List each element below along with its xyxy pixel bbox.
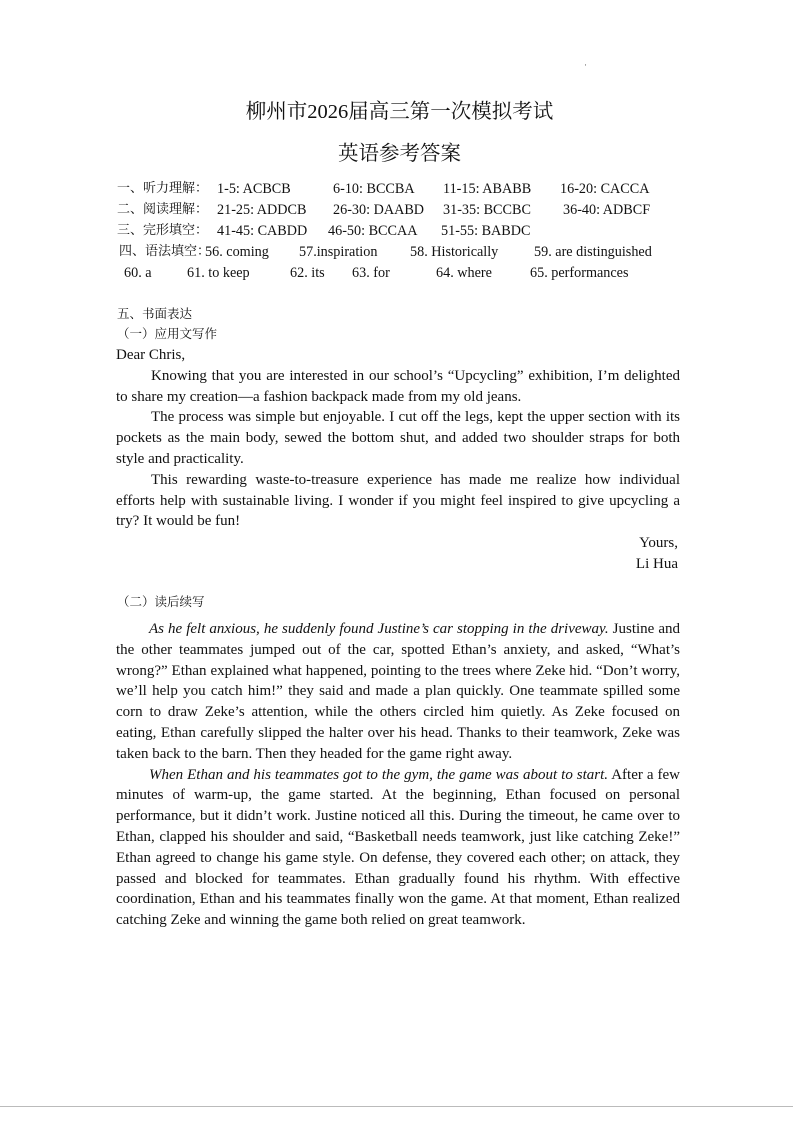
grammar-answers-line2 [124, 263, 684, 283]
letter-paragraph: This rewarding waste-to-treasure experience has made me realize how individual efforts help with sustainable living. I wonder if you might feel inspired to give upcycling a try? It would be fun! [116, 471, 680, 530]
answer-item: 56. coming [205, 244, 269, 260]
answer-group: 16-20: CACCA [560, 181, 650, 197]
answer-group: 51-55: BABDC [441, 223, 531, 239]
answer-item: 59. are distinguished [534, 244, 652, 260]
page-bottom-divider [0, 1106, 793, 1107]
page-title: 柳州市2026届高三第一次模拟考试 [245, 101, 554, 123]
story-text: After a few minutes of warm-up, the game started. At the beginning, Ethan focused on personal performance, but it didn’t work. Justine noticed all this. During the timeout, he came over to Ethan, clapped his shoulder and said, “Basketball needs teamwork, just like catching Zeke!” Ethan agreed to change his game style. On defense, they covered each other; on attack, they passed and blocked for teammates. Ethan gradually found his rhythm. With effective coordination, Ethan and his teammates finally won the game. At that moment, Ethan realized catching Zeke and winning the game both relied on great teamwork. [116, 766, 680, 929]
story-paragraph-1 [116, 619, 680, 765]
answer-group: 26-30: DAABD [333, 202, 425, 218]
answer-item: 58. Historically [410, 244, 499, 260]
letter-paragraph: The process was simple but enjoyable. I cut off the legs, kept the upper section with its pockets as the main body, sewed the bottom shut, and added two shoulder straps for both style and practicality. [116, 409, 680, 467]
answer-item: 61. to keep [187, 265, 250, 281]
answer-item: 65. performances [530, 265, 629, 281]
story-body [116, 619, 680, 931]
answer-group: 41-45: CABDD [217, 223, 308, 239]
letter-closing: Yours, [639, 535, 678, 551]
reading-label: 二、阅读理解： [117, 202, 209, 217]
answer-group: 31-35: BCCBC [443, 202, 531, 218]
story-lead-sentence: When Ethan and his teammates got to the gym, the game was about to start. [149, 766, 609, 783]
continuation-writing-label: （二）读后续写 [117, 594, 205, 609]
answer-group: 6-10: BCCBA [333, 181, 415, 197]
answer-item: 62. its [290, 265, 325, 281]
listening-answers [117, 179, 677, 199]
page-subtitle: 英语参考答案 [338, 143, 461, 165]
answer-item: 63. for [352, 265, 390, 281]
letter-body [116, 345, 680, 532]
answer-group: 1-5: ACBCB [217, 181, 291, 197]
answer-item: 60. a [124, 265, 152, 281]
answer-item: 64. where [436, 265, 492, 281]
page-mark: · [584, 60, 587, 70]
reading-answers [117, 200, 677, 220]
answer-group: 21-25: ADDCB [217, 202, 307, 218]
answer-group: 11-15: ABABB [443, 181, 532, 197]
letter-paragraph: Knowing that you are interested in our school’s “Upcycling” exhibition, I’m delighted to share my creation—a fashion backpack made from my old jeans. [116, 367, 680, 405]
practical-writing-label: （一）应用文写作 [117, 326, 218, 341]
grammar-answers-line1 [119, 242, 679, 262]
letter-salutation: Dear Chris, [116, 347, 186, 363]
story-text: Justine and the other teammates jumped out of the car, spotted Ethan’s anxiety, and asked, “What’s wrong?” Ethan explained what happened, pointing to the trees where Zeke hid. “Don’t worry, we’ll help you catch him!” they said and made a plan quickly. One teammate spilled some corn to draw Zeke’s attention, while the others circled him quietly. As Zeke focused on eating, Ethan carefully slipped the halter over his head. Thanks to their teamwork, Zeke was taken back to the barn. Then they headed for the game right away. [116, 621, 681, 762]
listening-label: 一、听力理解： [117, 181, 209, 196]
answer-item: 57.inspiration [299, 244, 378, 260]
answer-group: 36-40: ADBCF [563, 202, 651, 218]
letter-signature: Li Hua [635, 556, 678, 572]
cloze-answers [117, 221, 677, 241]
answer-group: 46-50: BCCAA [328, 223, 418, 239]
cloze-label: 三、完形填空： [117, 223, 209, 238]
writing-section-label: 五、书面表达 [117, 306, 193, 321]
grammar-label: 四、语法填空： [119, 244, 211, 259]
story-paragraph-2 [116, 765, 680, 931]
story-lead-sentence: As he felt anxious, he suddenly found Justine’s car stopping in the driveway. [149, 621, 609, 637]
